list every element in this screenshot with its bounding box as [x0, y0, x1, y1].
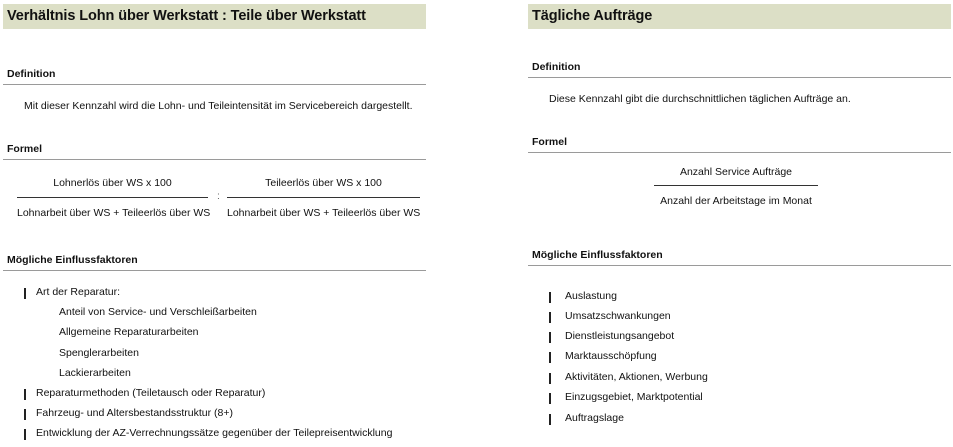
- bullet-marker: [549, 414, 551, 425]
- formula-ratio-sign: :: [217, 190, 220, 202]
- list-item: Marktausschöpfung: [565, 350, 657, 362]
- list-subitem: Lackierarbeiten: [59, 367, 131, 379]
- left-definition-text: Mit dieser Kennzahl wird die Lohn- und Teileintensität im Servicebereich dargestellt.: [24, 100, 413, 112]
- left-formula-heading-label: Formel: [7, 143, 43, 155]
- right-formula-heading-label: Formel: [532, 136, 568, 148]
- bullet-marker: [24, 429, 26, 440]
- list-item: Dienstleistungsangebot: [565, 330, 675, 342]
- left-title-bar: [3, 4, 426, 29]
- daily-orders-denominator: Anzahl der Arbeitstage im Monat: [660, 195, 812, 207]
- list-item: Umsatzschwankungen: [565, 310, 671, 322]
- list-item: Fahrzeug- und Altersbestandsstruktur (8+): [36, 407, 233, 419]
- bullet-marker: [549, 292, 551, 303]
- left-definition-heading: [3, 68, 426, 85]
- list-subitem: Anteil von Service- und Verschleißarbeiten: [59, 306, 257, 318]
- right-definition-heading: [528, 61, 951, 78]
- right-panel-title: Tägliche Aufträge: [532, 8, 653, 24]
- bullet-marker: [549, 352, 551, 363]
- left-panel-title: Verhältnis Lohn über Werkstatt : Teile über Werkstatt: [7, 8, 366, 24]
- left-formula-numerator: Lohnerlös über WS x 100: [53, 177, 172, 189]
- list-item: Auftragslage: [565, 412, 624, 424]
- right-definition-heading-label: Definition: [532, 61, 581, 73]
- left-formula-fraction-line: [17, 197, 208, 198]
- list-subitem: Allgemeine Reparaturarbeiten: [59, 326, 199, 338]
- left-factors-heading-label: Mögliche Einflussfaktoren: [7, 254, 138, 266]
- right-formula-denominator: Lohnarbeit über WS + Teileerlös über WS: [227, 207, 421, 219]
- left-formula-denominator: Lohnarbeit über WS + Teileerlös über WS: [17, 207, 211, 219]
- left-factors-heading: [3, 254, 426, 271]
- list-item: Art der Reparatur:: [36, 286, 121, 298]
- right-definition-text: Diese Kennzahl gibt die durchschnittlichen täglichen Aufträge an.: [549, 93, 851, 105]
- right-factors-heading: [528, 249, 951, 266]
- bullet-marker: [549, 393, 551, 404]
- daily-orders-numerator: Anzahl Service Aufträge: [679, 166, 793, 178]
- right-title-bar: [528, 4, 951, 29]
- bullet-marker: [24, 409, 26, 420]
- list-item: Aktivitäten, Aktionen, Werbung: [565, 371, 708, 383]
- bullet-marker: [549, 373, 551, 384]
- right-formula-heading: [528, 136, 951, 153]
- bullet-marker: [549, 312, 551, 323]
- list-item: Reparaturmethoden (Teiletausch oder Reparatur): [36, 387, 266, 399]
- right-formula-fraction-line: [227, 197, 420, 198]
- bullet-marker: [24, 389, 26, 400]
- left-formula-heading: [3, 143, 426, 160]
- list-item: Entwicklung der AZ-Verrechnungssätze gegenüber der Teilepreisentwicklung: [36, 427, 393, 439]
- list-item: Auslastung: [565, 290, 617, 302]
- list-item: Einzugsgebiet, Marktpotential: [565, 391, 703, 403]
- left-definition-heading-label: Definition: [7, 68, 56, 80]
- list-subitem: Spenglerarbeiten: [59, 347, 139, 359]
- right-formula-numerator: Teileerlös über WS x 100: [265, 177, 382, 189]
- right-factors-heading-label: Mögliche Einflussfaktoren: [532, 249, 663, 261]
- daily-orders-fraction-line: [654, 185, 818, 186]
- bullet-marker: [549, 332, 551, 343]
- bullet-marker: [24, 288, 26, 299]
